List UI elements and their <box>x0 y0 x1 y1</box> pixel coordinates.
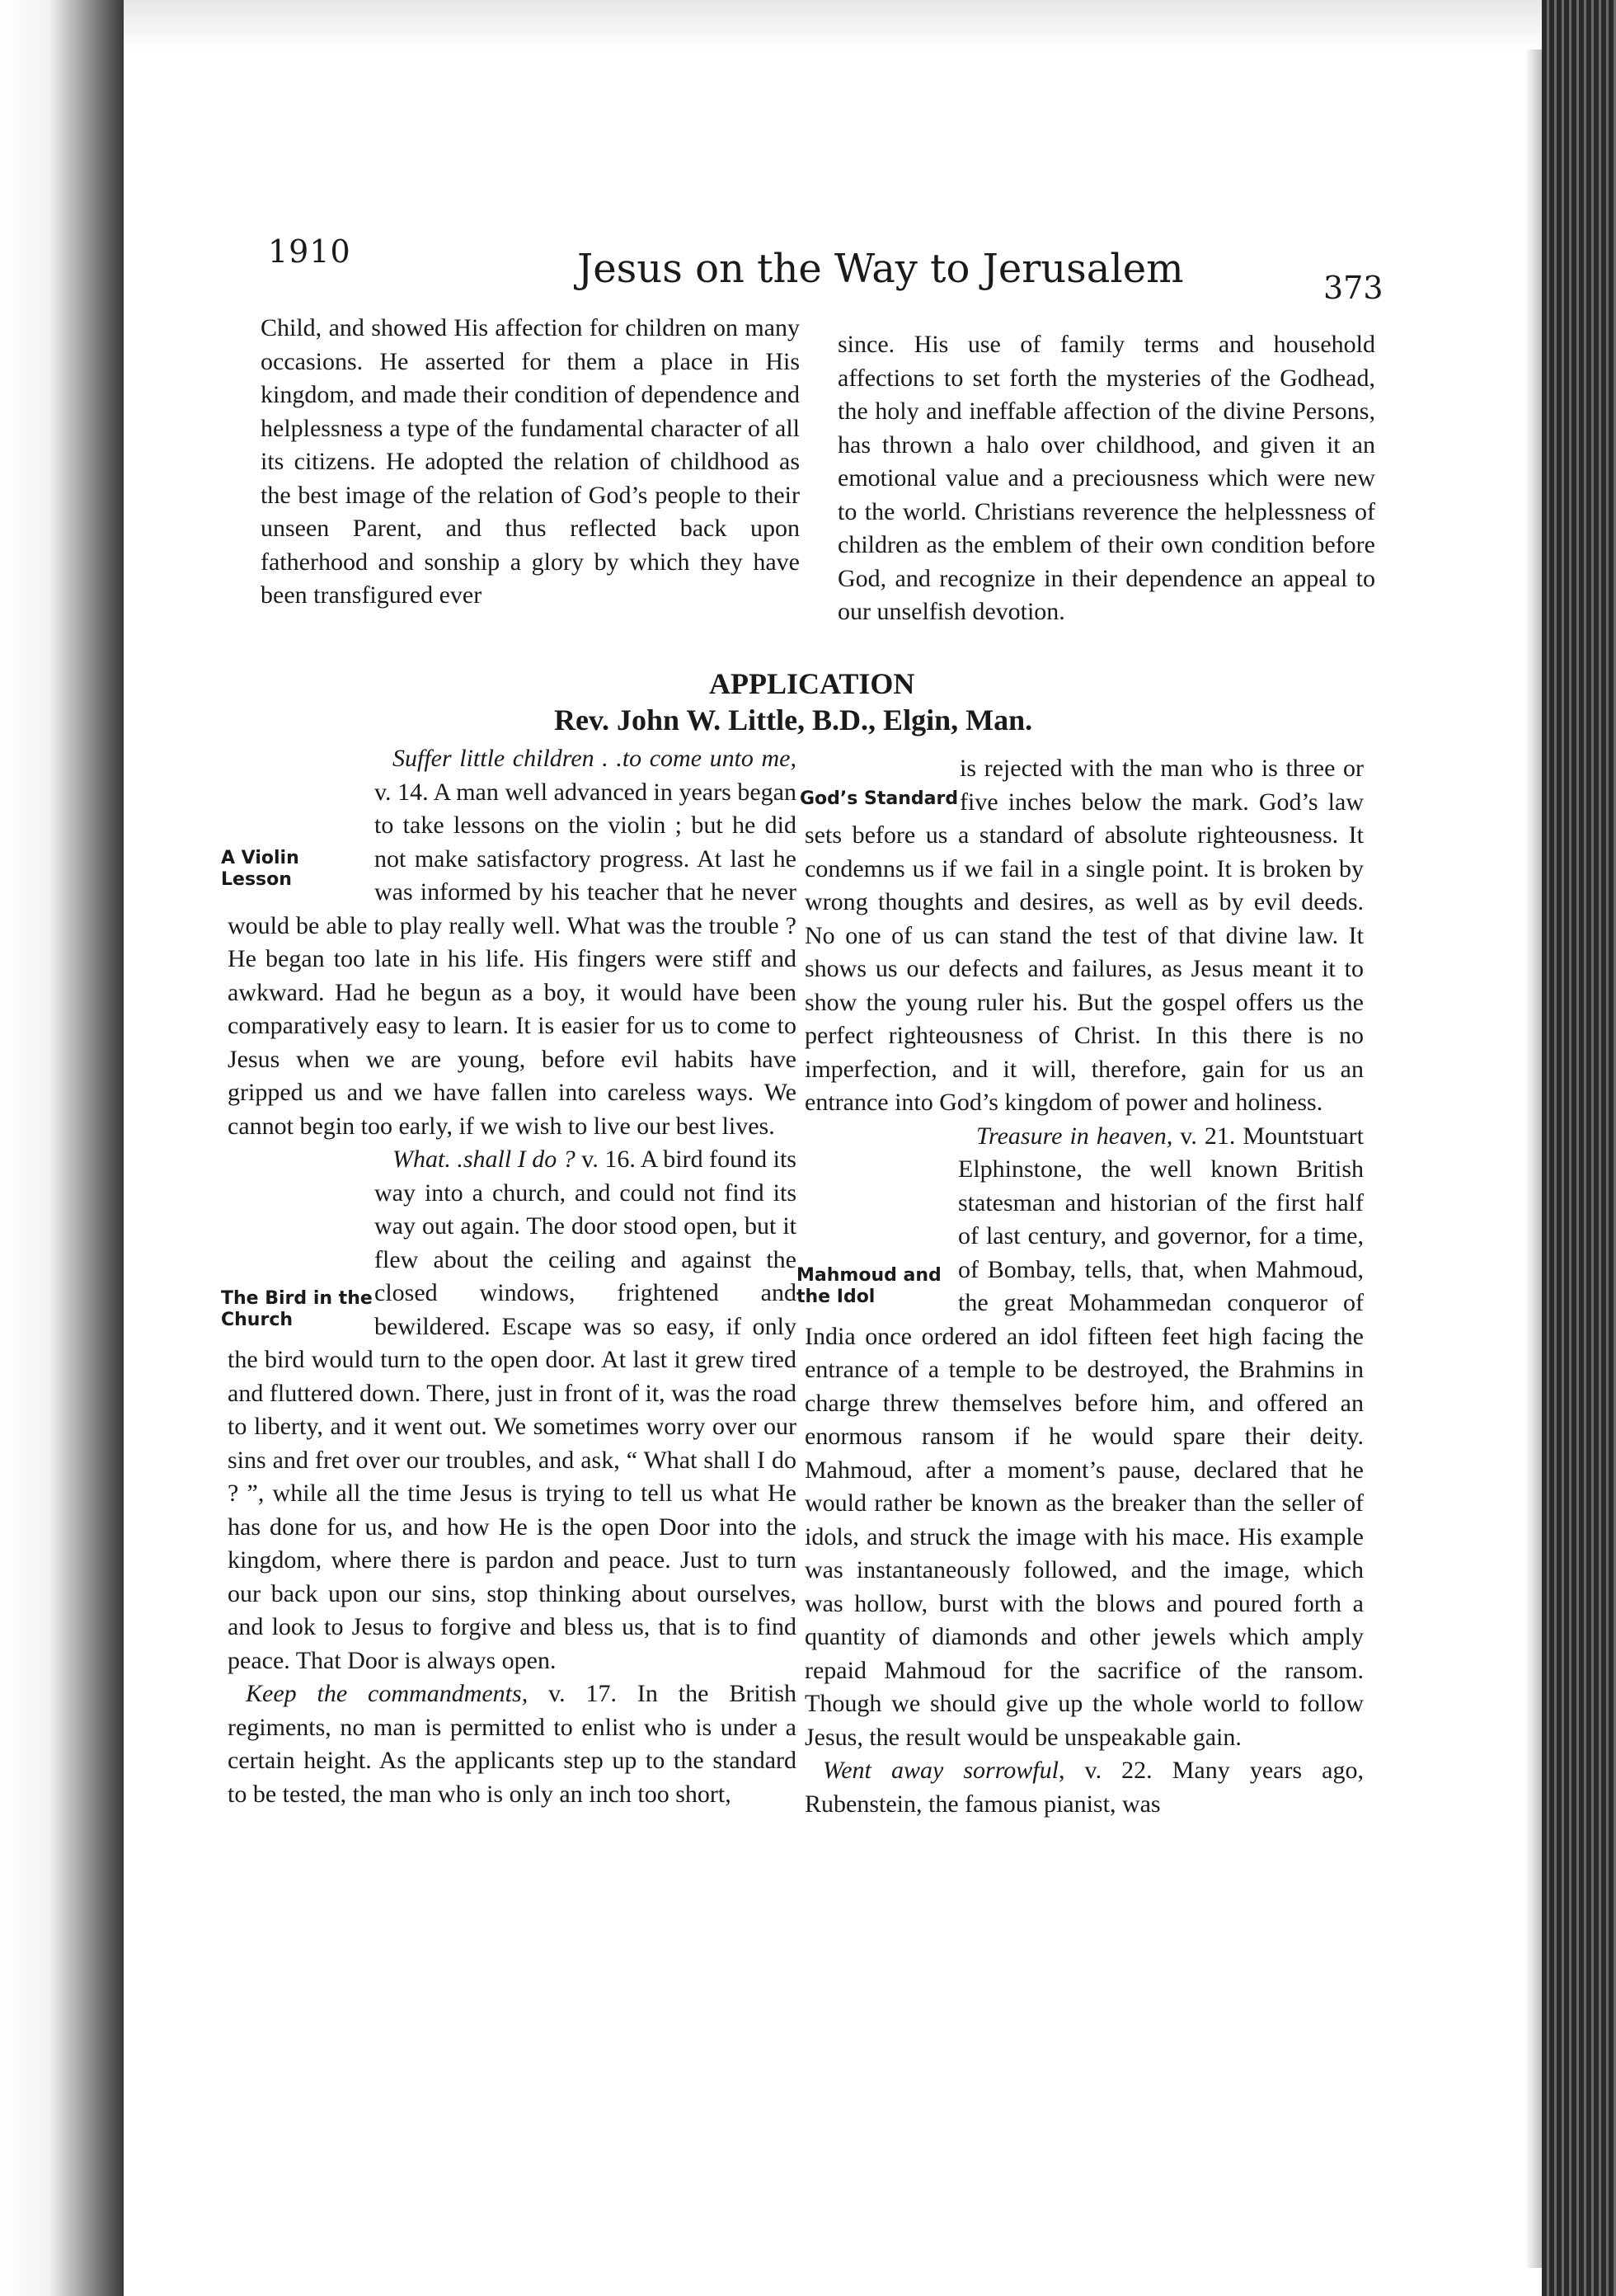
section-heading: APPLICATION <box>709 667 915 700</box>
sidehead-bird-in-church: The Bird in the Church <box>221 1288 373 1330</box>
paragraph: Child, and showed His affection for children on many occasions. He asserted for them a place in His kingdom, and made their condition of dependence and helplessness a type of the fundamental character of all its citizens. He adopted the relation of childhood as the best image of the relation of God’s people to their unseen Parent, and thus reflected back upon fatherhood and sonship a glory by which they have been transfigured ever <box>261 314 800 609</box>
paragraph: since. His use of family terms and household affections to set forth the mysteries of the Godhead, the holy and ineffable affection of the divine Persons, has thrown a halo over childhood, and given it an emotional value and a preciousness which were new to the world. Christians reverence the helplessness of children as the emblem of their own condition before God, and recognize in their dependence an appeal to our unselfish devotion. <box>838 331 1375 625</box>
paragraph-treasure: Treasure in heaven, v. 21. Mountstuart Elphinstone, the well known British statesman and historian of the first half of last century, and governor, for a time, of Bombay, tells, that, when Mahmoud, the great Mohammedan conqueror of India once ordered an idol fifteen feet high facing the entrance of a temple to be destroyed, the Brahmins in charge threw themselves before him, and offered an enormous ransom if he would spare their deity. Mahmoud, after a moment’s pause, declared that he would rather be known as the breaker than the seller of idols, and struck the image with his mace. His example was instantaneously followed, and the image, which was hollow, burst with the blows and poured forth a quantity of diamonds and other jewels which amply repaid Mahmoud for the sacrifice of the ransom. Though we should give up the whole world to follow Jesus, the result would be unspeakable gain. <box>805 1122 1364 1751</box>
header-year: 1910 <box>268 233 351 270</box>
sidehead-mahmoud-idol: Mahmoud and the Idol <box>796 1264 942 1307</box>
book-page-stack <box>1542 0 1616 2296</box>
scripture-reference: Suffer little children . .to come unto me, <box>392 745 796 772</box>
paragraph-standard: is rejected with the man who is three or five inches below the mark. God’s law sets before us a standard of absolute righteousness. It condemns us if we fail in a single point. It is broken by wrong thoughts and desires, as well as by evil deeds. No one of us can stand the test of that divine law. It shows us our defects and failures, as Jesus meant it to show the young ruler his. But the gospel offers us the perfect righteousness of Christ. In this there is no imperfection, and it will, therefore, gain for us an entrance into God’s kingdom of power and holiness. <box>805 755 1364 1116</box>
scripture-reference: Treasure in heaven, <box>976 1122 1173 1150</box>
left-column <box>221 742 796 1811</box>
page-edge <box>1525 49 1542 2268</box>
top-left-column <box>261 312 800 613</box>
paragraph-sorrowful: Went away sorrowful, v. 22. Many years ago, Rubenstein, the famous pianist, was <box>805 1757 1365 1818</box>
book-gutter <box>0 0 124 2296</box>
sidehead-violin-lesson: A Violin Lesson <box>221 848 299 890</box>
paragraph-bird: What. .shall I do ? v. 16. A bird found its way into a church, and could not find its way out again. The door stood open, but it flew about the ceiling and against the closed windows, frightened and bewildered. Escape was so easy, if only the bird would turn to the open door. At last it grew tired and fluttered down. There, just in front of it, was the road to liberty, and it went out. We sometimes worry over our sins and fret over our troubles, and ask, “ What shall I do ? ”, while all the time Jesus is trying to tell us what He has done for us, and how He is the open Door into the kingdom, where there is pardon and peace. Just to turn our back upon our sins, stop thinking about ourselves, and look to Jesus to forgive and bless us, that is to find peace. That Door is always open. <box>228 1146 796 1674</box>
scripture-reference: What. .shall I do ? <box>392 1146 575 1173</box>
section-author: Rev. John W. Little, B.D., Elgin, Man. <box>554 703 1033 736</box>
running-title: Jesus on the Way to Jerusalem <box>577 246 1184 292</box>
paragraph-violin: Suffer little children . .to come unto me, v. 14. A man well advanced in years began to take lessons on the violin ; but he did not make satisfactory progress. At last he was informed by his teacher that he never would be able to play really well. What was the trouble ? He began too late in his life. His fingers were stiff and awkward. Had he begun as a boy, it would have been comparatively easy to learn. It is easier for us to come to Jesus when we are young, before evil habits have gripped us and we have fallen into careless ways. We cannot begin too early, if we wish to live our best lives. <box>228 745 796 1140</box>
top-right-column <box>838 328 1375 629</box>
right-column <box>796 752 1365 1821</box>
page-top-shadow <box>124 0 1542 49</box>
scripture-reference: Went away sorrowful, <box>823 1757 1065 1784</box>
sidehead-gods-standard: God’s Standard <box>800 788 959 809</box>
page-number: 373 <box>1323 270 1383 306</box>
scripture-reference: Keep the commandments, <box>246 1680 528 1707</box>
paragraph-commandments: Keep the commandments, v. 17. In the British regiments, no man is permitted to enlist who is under a certain height. As the applicants step up to the standard to be tested, the man who is only an inch too short, <box>228 1680 796 1808</box>
